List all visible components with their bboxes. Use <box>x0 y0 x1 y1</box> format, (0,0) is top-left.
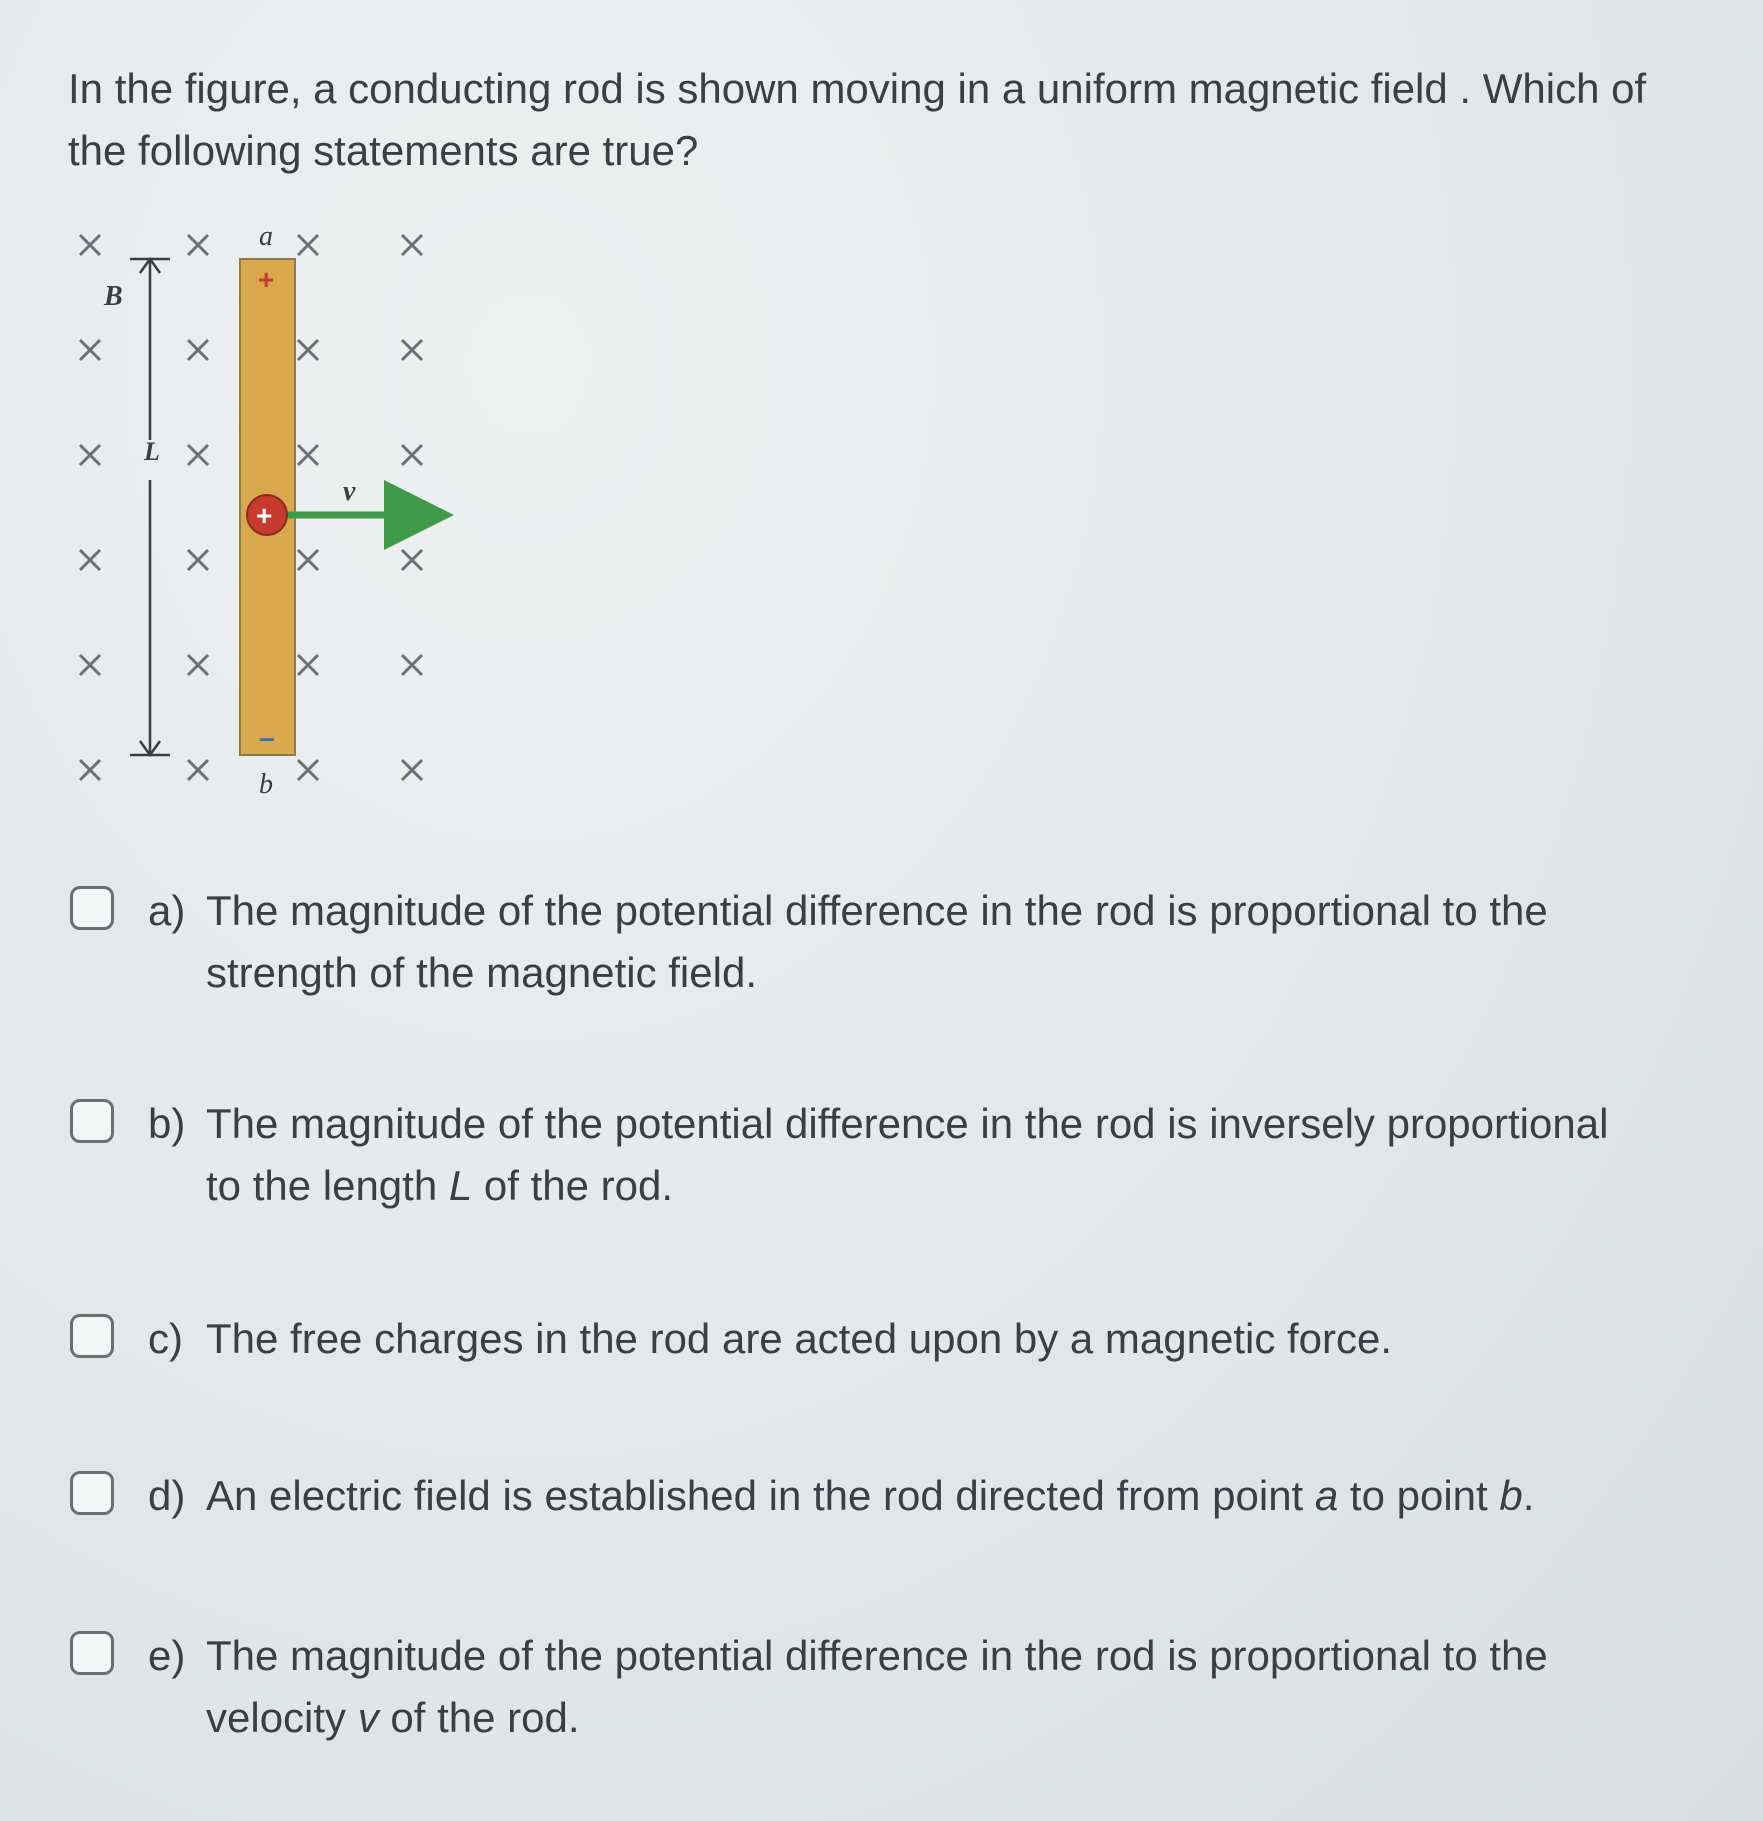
velocity-label: v⃗ <box>343 476 378 507</box>
field-cross-icon <box>298 235 318 255</box>
checkbox-c[interactable] <box>70 1314 114 1358</box>
checkbox-a[interactable] <box>70 886 114 930</box>
option-b-text-after: of the rod. <box>472 1162 674 1209</box>
figure-rod-in-field <box>60 215 480 815</box>
field-cross-icon <box>298 760 318 780</box>
option-e-text-after: of the rod. <box>378 1694 580 1741</box>
field-cross-icon <box>80 340 100 360</box>
option-letter: d) <box>148 1472 186 1519</box>
field-cross-icon <box>402 235 422 255</box>
checkbox-d[interactable] <box>70 1471 114 1515</box>
length-dimension <box>130 259 170 755</box>
length-label: L <box>144 437 160 466</box>
option-b-italic: L <box>448 1162 473 1209</box>
option-b-text-before: The magnitude of the potential difference in the rod is inversely proportional to the length <box>206 1100 1609 1209</box>
option-d[interactable] <box>70 1465 1670 1527</box>
option-b[interactable] <box>70 1093 1670 1217</box>
option-d-italic-b: b <box>1499 1472 1523 1519</box>
field-cross-icon <box>402 760 422 780</box>
rod-top-charge: + <box>258 264 275 295</box>
option-e-text-before: The magnitude of the potential difference in the rod is proportional to the velocity <box>206 1632 1548 1741</box>
checkbox-b[interactable] <box>70 1099 114 1143</box>
field-cross-icon <box>80 760 100 780</box>
option-letter: b) <box>148 1100 186 1147</box>
field-label: B⃗ <box>104 281 145 312</box>
field-cross-icon <box>402 655 422 675</box>
rod-bottom-charge: – <box>259 722 275 753</box>
field-cross-icon <box>188 445 208 465</box>
option-d-text-before: An electric field is established in the rod directed from point <box>206 1472 1315 1519</box>
option-d-text <box>206 1465 1646 1527</box>
question-text: In the figure, a conducting rod is shown moving in a uniform magnetic field . Which of the following statements are true? <box>68 65 1647 174</box>
option-e-italic: v <box>357 1694 379 1741</box>
option-e[interactable] <box>70 1625 1670 1749</box>
field-cross-icon <box>80 655 100 675</box>
field-cross-icon <box>188 760 208 780</box>
field-cross-icon <box>188 550 208 570</box>
moving-charge-sign: + <box>256 500 273 531</box>
field-cross-icon <box>402 340 422 360</box>
point-b-label: b <box>259 769 273 800</box>
option-e-text <box>206 1625 1646 1749</box>
field-cross-icon <box>298 550 318 570</box>
field-cross-icon <box>80 235 100 255</box>
option-d-italic-a: a <box>1314 1472 1339 1519</box>
option-letter: c) <box>148 1315 183 1362</box>
option-c-text: The free charges in the rod are acted upon by a magnetic force. <box>206 1315 1393 1362</box>
option-c[interactable] <box>70 1308 1670 1370</box>
field-cross-icon <box>402 550 422 570</box>
option-letter: a) <box>148 887 186 934</box>
checkbox-e[interactable] <box>70 1631 114 1675</box>
option-a[interactable] <box>70 880 1670 1004</box>
field-cross-icon <box>80 550 100 570</box>
field-cross-icon <box>188 655 208 675</box>
field-cross-icon <box>188 235 208 255</box>
field-cross-icon <box>298 445 318 465</box>
option-d-text-after: . <box>1522 1472 1535 1519</box>
field-cross-icon <box>402 445 422 465</box>
option-b-text <box>206 1093 1646 1217</box>
field-cross-icon <box>80 445 100 465</box>
option-d-text-middle: to point <box>1338 1472 1500 1519</box>
field-cross-icon <box>298 340 318 360</box>
point-a-label: a <box>259 221 273 252</box>
field-cross-icon <box>298 655 318 675</box>
option-letter: e) <box>148 1632 186 1679</box>
field-cross-icon <box>188 340 208 360</box>
option-a-text: The magnitude of the potential difference in the rod is proportional to the strength of the magnetic field. <box>206 887 1548 996</box>
